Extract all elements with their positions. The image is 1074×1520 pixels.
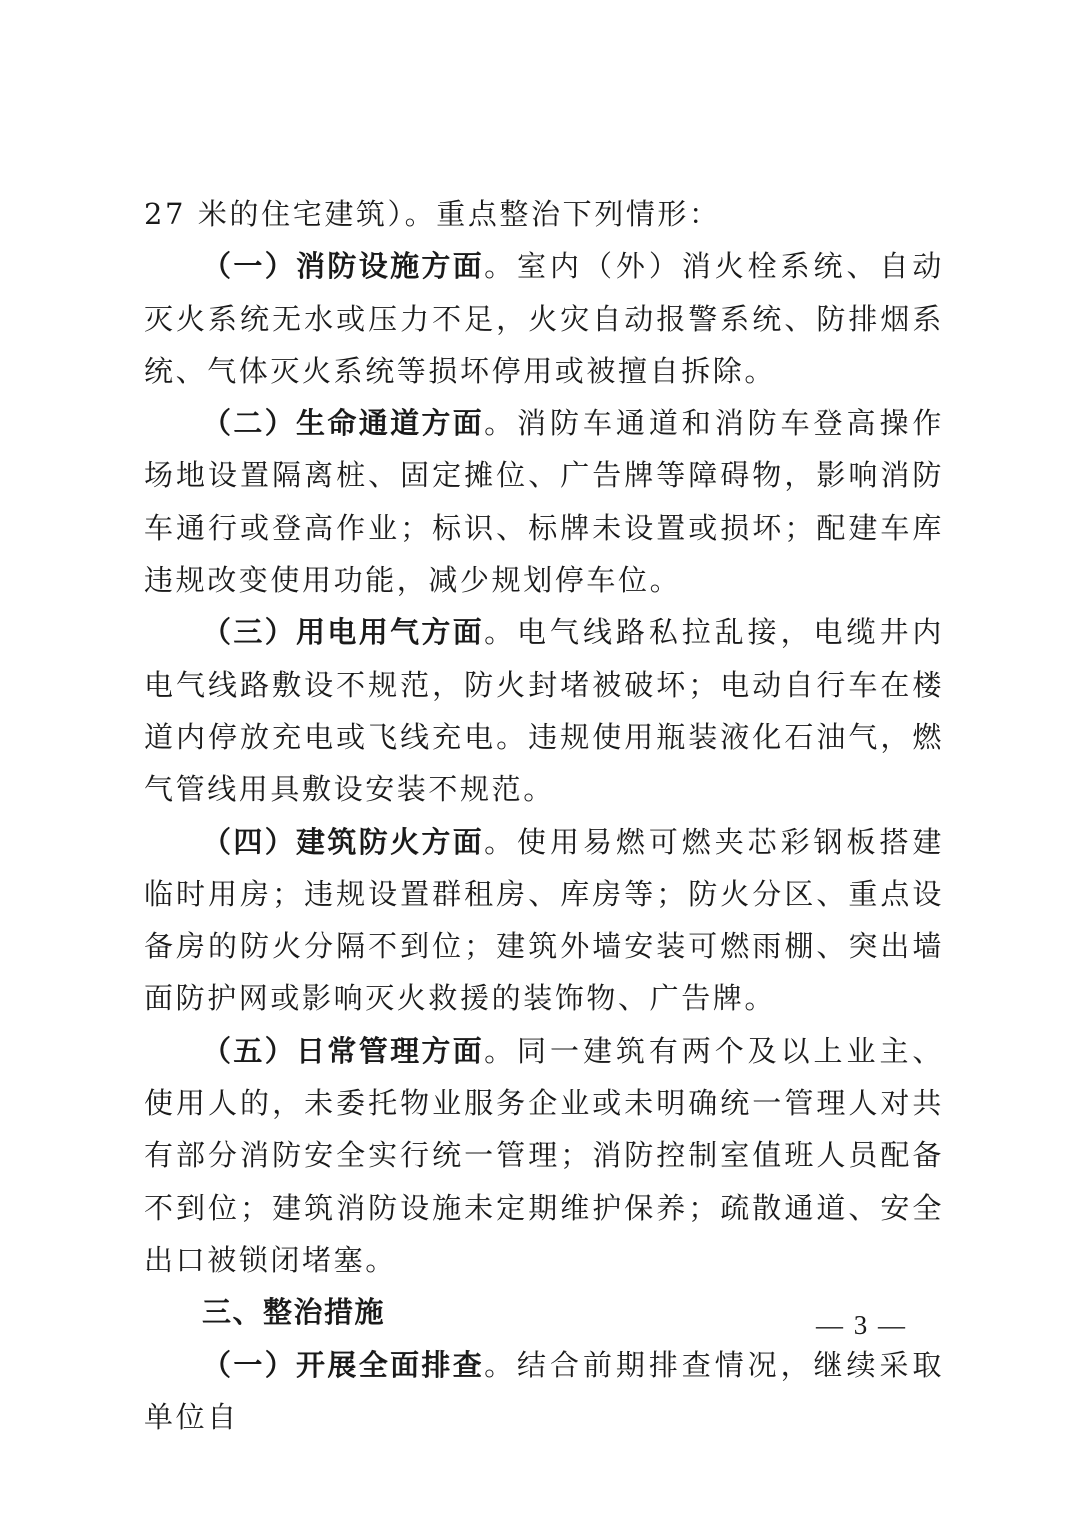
item-text: 。使用易燃可燃夹芯彩钢板搭建临时用房；违规设置群租房、库房等；防火分区、重点设备房的防火分隔不到位；建筑外墙安装可燃雨棚、突出墙面防护网或影响灭火救援的装饰物、广告牌。	[144, 824, 944, 1016]
item-fire-facilities	[144, 240, 944, 397]
measure-full-inspection	[144, 1339, 944, 1444]
item-lead: （一）消防设施方面	[202, 249, 485, 284]
item-text: 。电气线路私拉乱接，电缆井内电气线路敷设不规范，防火封堵被破坏；电动自行车在楼道内停放充电或飞线充电。违规使用瓶装液化石油气，燃气管线用具敷设安装不规范。	[144, 615, 944, 807]
item-daily-management	[144, 1025, 944, 1286]
item-text: 。室内（外）消火栓系统、自动灭火系统无水或压力不足，火灾自动报警系统、防排烟系统、气体灭火系统等损坏停用或被擅自拆除。	[144, 249, 944, 388]
item-lead: （二）生命通道方面	[202, 406, 485, 441]
page-number: — 3 —	[816, 1310, 907, 1340]
section-heading: 三、整治措施	[202, 1295, 386, 1330]
measure-lead: （一）开展全面排查	[202, 1347, 485, 1382]
item-text: 。消防车通道和消防车登高操作场地设置隔离桩、固定摊位、广告牌等障碍物，影响消防车通行或登高作业；标识、标牌未设置或损坏；配建车库违规改变使用功能，减少规划停车位。	[144, 406, 944, 598]
item-lead: （三）用电用气方面	[202, 615, 485, 650]
item-life-passage	[144, 397, 944, 606]
item-building-fireproof	[144, 816, 944, 1025]
measure-text: 。结合前期排查情况，继续采取单位自	[144, 1347, 944, 1434]
item-electricity-gas	[144, 606, 944, 815]
item-text: 。同一建筑有两个及以上业主、使用人的，未委托物业服务企业或未明确统一管理人对共有部分消防安全实行统一管理；消防控制室值班人员配备不到位；建筑消防设施未定期维护保养；疏散通道、安全出口被锁闭堵塞。	[144, 1033, 944, 1277]
item-lead: （四）建筑防火方面	[202, 824, 485, 859]
item-lead: （五）日常管理方面	[202, 1033, 485, 1068]
intro-line: 27 米的住宅建筑）。重点整治下列情形：	[144, 197, 721, 231]
document-body	[144, 188, 944, 1443]
